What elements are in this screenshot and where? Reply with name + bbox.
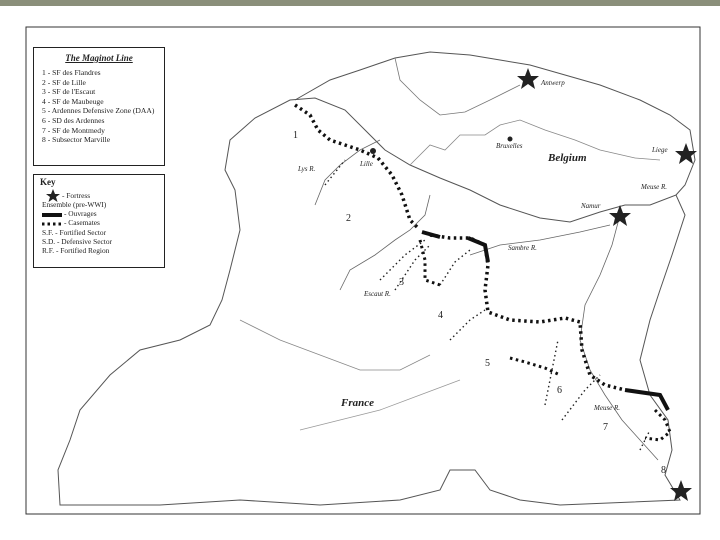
river-sambre <box>470 225 610 255</box>
river-meuse <box>580 215 658 460</box>
sector-item: 5 - Ardennes Defensive Zone (DAA) <box>42 106 155 116</box>
sector-item: 4 - SF de Maubeuge <box>42 96 104 106</box>
key-box <box>33 174 165 268</box>
sector-number-6: 6 <box>557 385 562 396</box>
fortress-star-south <box>670 480 692 501</box>
key-sf: S.F. - Fortified Sector <box>42 228 107 237</box>
sector-item: 1 - SF des Flandres <box>42 68 101 77</box>
label-france: France <box>341 397 374 409</box>
river-south <box>240 320 430 370</box>
sector-item: 6 - SD des Ardennes <box>42 115 105 125</box>
sector-item: 2 - SF de Lille <box>42 77 86 87</box>
ouvrage-3 <box>625 390 668 410</box>
sector-number-3: 3 <box>399 277 404 288</box>
ouvrage-1 <box>422 232 440 237</box>
casemate-line-mid <box>430 235 625 390</box>
fortress-star-antwerp <box>517 68 539 89</box>
casemate-line-sub <box>420 240 440 285</box>
label-bruxelles: Bruxelles <box>496 142 523 150</box>
label-lys: Lys R. <box>298 165 316 173</box>
sector-number-1: 1 <box>293 130 298 141</box>
coast-line <box>395 58 520 115</box>
label-escaut: Escaut R. <box>364 290 391 298</box>
sector-item: 3 - SF de l'Escaut <box>42 87 96 97</box>
river-lys <box>315 140 380 205</box>
lille-dot <box>370 148 376 154</box>
belgium-outline <box>295 52 695 195</box>
river-escaut <box>340 195 430 290</box>
key-casemates: - Casemates <box>64 218 100 227</box>
label-meuse-lower: Meuse R. <box>594 404 621 412</box>
bruxelles-dot <box>508 137 513 142</box>
river-south-2 <box>300 380 460 430</box>
sector-list <box>42 68 164 145</box>
key-ouvrage-swatch <box>42 212 62 218</box>
casemate-line-east <box>645 410 670 440</box>
key-ouvrages: - Ouvrages <box>64 209 97 218</box>
label-antwerp: Antwerp <box>541 79 565 87</box>
key-rf: R.F. - Fortified Region <box>42 246 110 255</box>
label-sambre: Sambre R. <box>508 244 537 252</box>
sector-boundary-1 <box>325 160 345 185</box>
key-fortress-2: Ensemble (pre-WWI) <box>42 200 107 209</box>
label-namur: Namur <box>581 202 601 210</box>
key-title: Key <box>40 177 56 187</box>
sector-number-2: 2 <box>346 213 351 224</box>
key-sd: S.D. - Defensive Sector <box>42 237 112 246</box>
label-lille: Lille <box>360 160 373 168</box>
key-casemate-swatch <box>42 221 62 227</box>
map-title: The Maginot Line <box>65 53 133 63</box>
sector-boundary-8 <box>640 430 650 450</box>
sector-number-7: 7 <box>603 422 608 433</box>
fortress-star-liege <box>675 143 697 164</box>
sector-number-4: 4 <box>438 310 443 321</box>
border-line <box>410 120 660 165</box>
key-fortress: - Fortress <box>62 191 91 200</box>
sector-boundary-4 <box>440 250 470 285</box>
sector-item: 7 - SF de Montmedy <box>42 125 105 135</box>
sector-boundary-7 <box>562 375 600 420</box>
sector-boundary-5 <box>450 310 485 340</box>
legend-box <box>33 47 165 166</box>
label-belgium: Belgium <box>548 152 587 164</box>
sector-number-5: 5 <box>485 358 490 369</box>
sector-item: 8 - Subsector Marville <box>42 135 111 145</box>
label-liege: Liege <box>652 146 668 154</box>
casemate-line-south <box>510 358 560 375</box>
label-meuse-upper: Meuse R. <box>641 183 668 191</box>
ouvrage-2 <box>468 238 488 262</box>
sector-number-8: 8 <box>661 465 666 476</box>
